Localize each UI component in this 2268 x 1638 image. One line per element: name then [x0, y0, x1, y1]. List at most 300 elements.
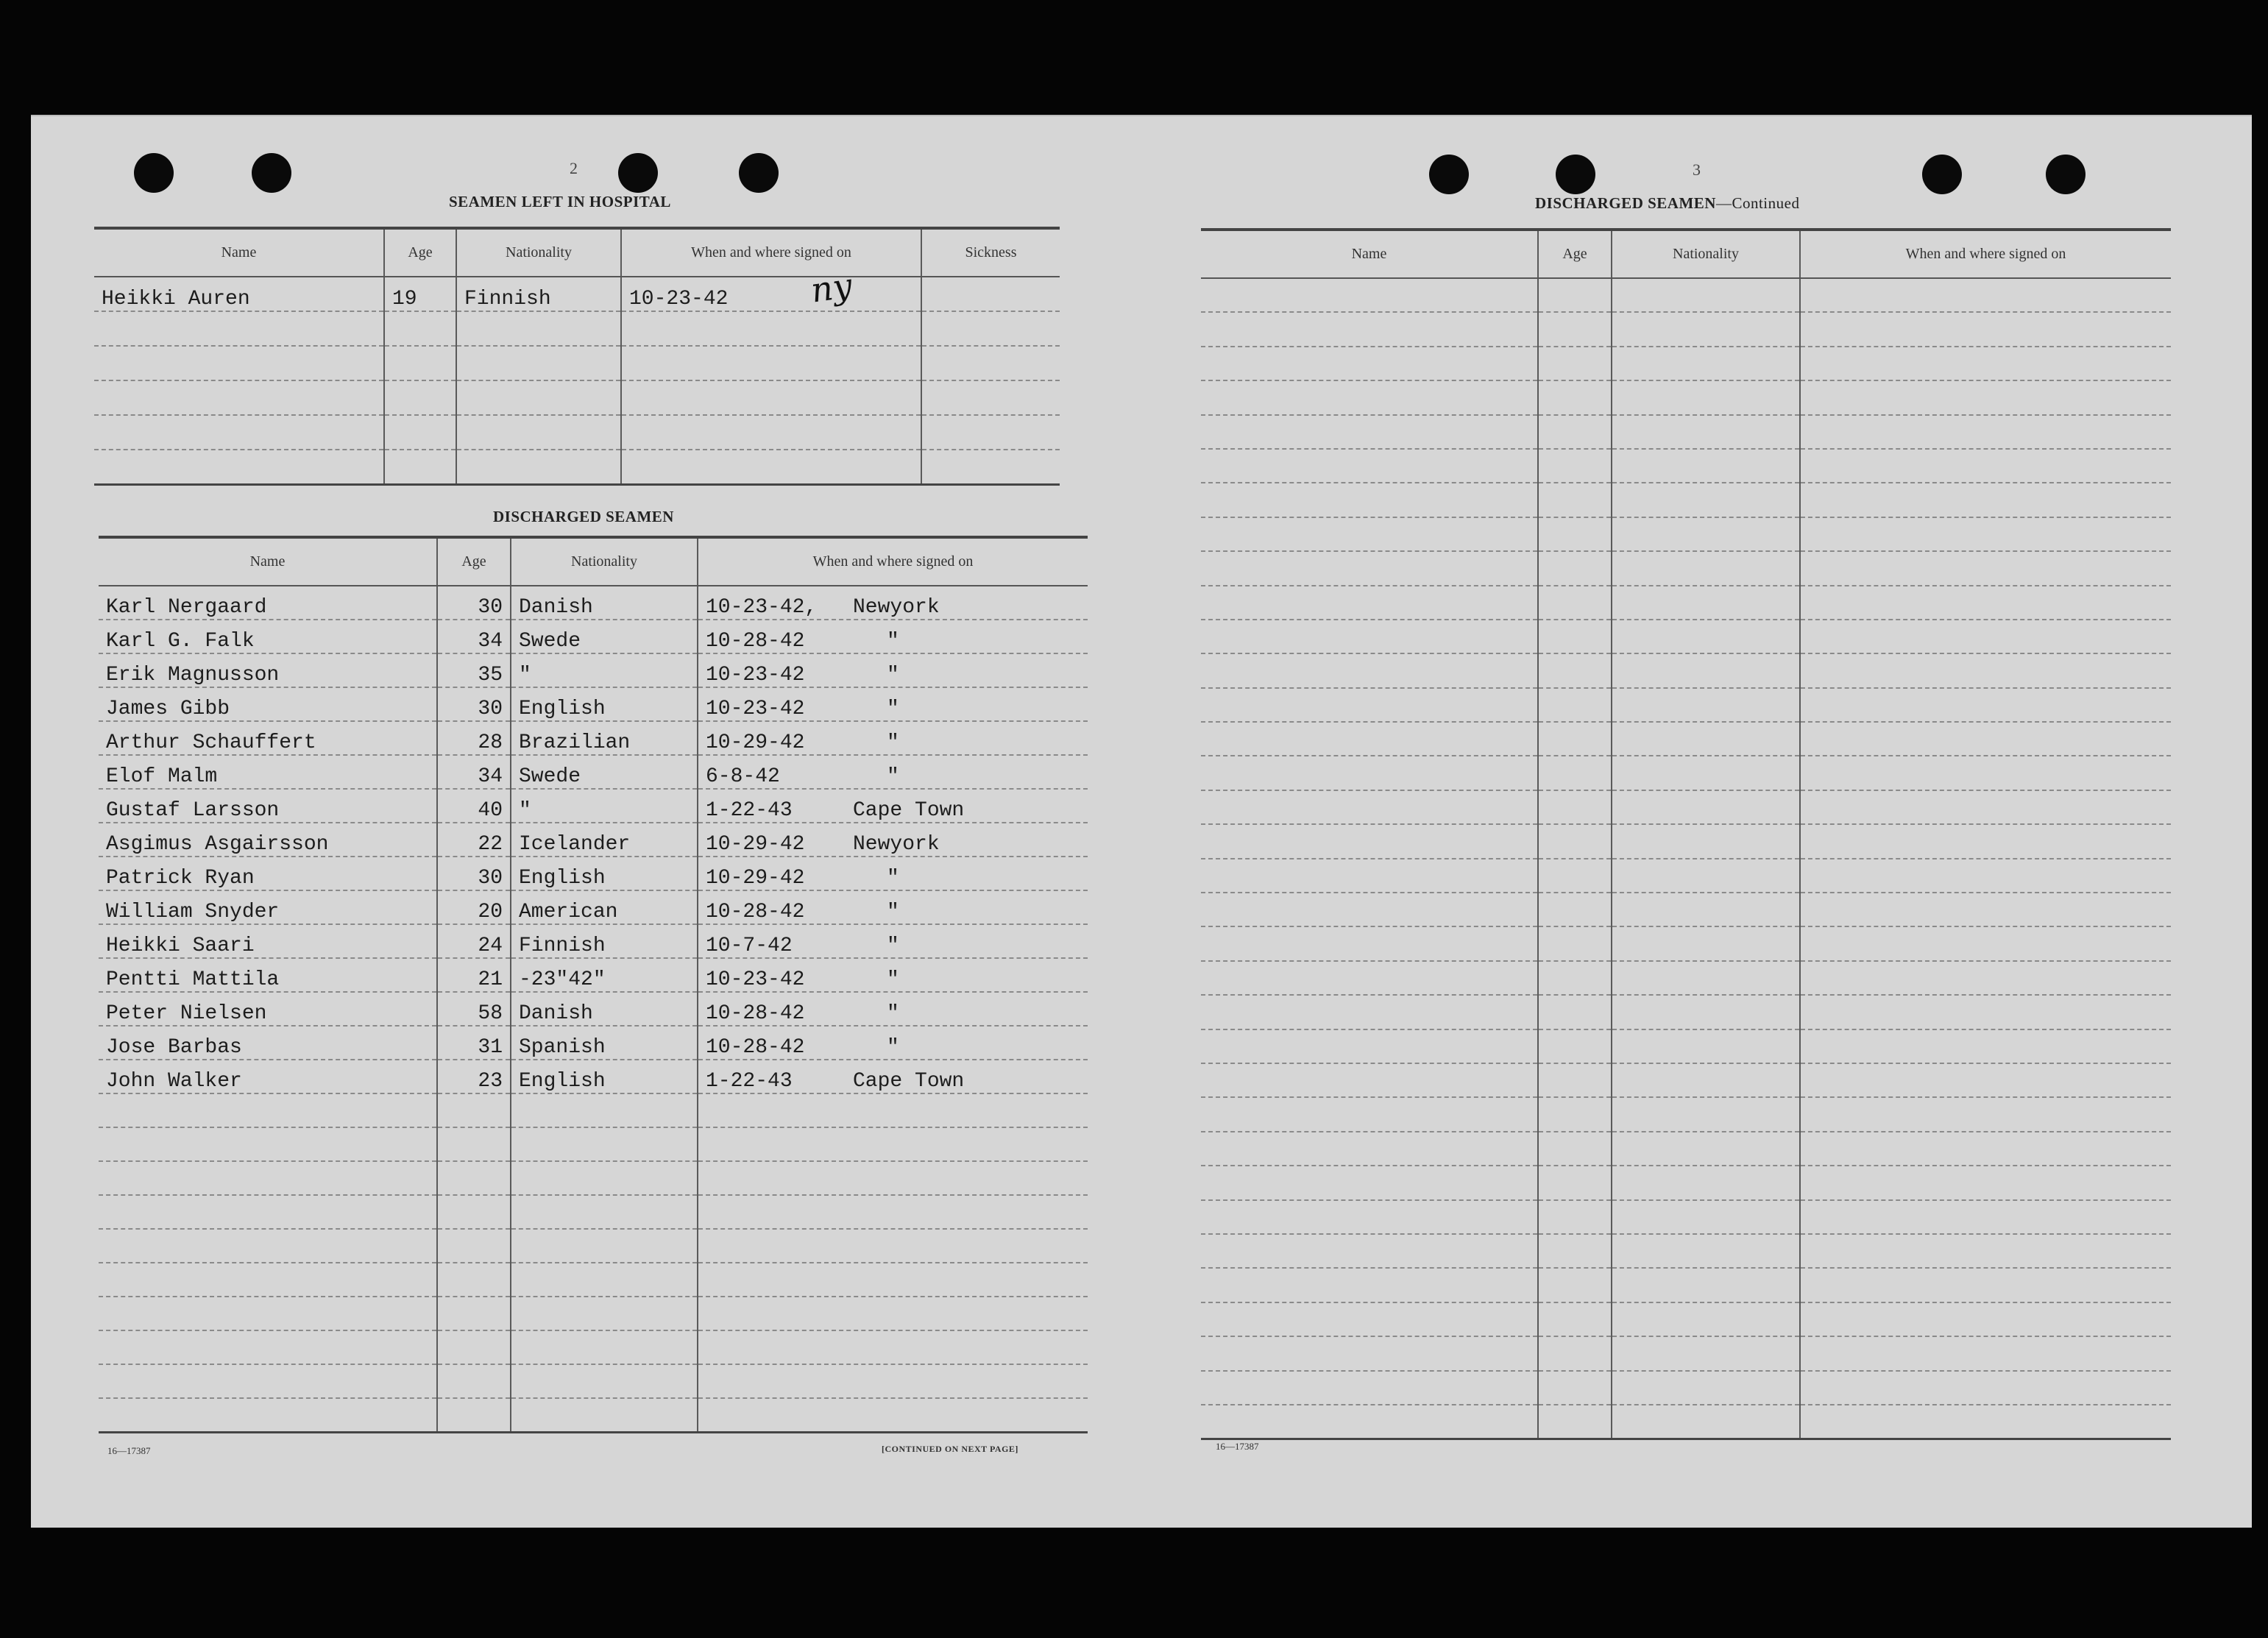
table-row — [1201, 620, 2171, 653]
table-cell — [1800, 278, 2171, 312]
table-row — [1201, 824, 2171, 858]
table-row — [1201, 1132, 2171, 1166]
table-cell: Heikki Auren — [94, 277, 384, 311]
table-cell — [1612, 1336, 1800, 1370]
signed-place — [846, 1307, 853, 1330]
table-cell — [1201, 380, 1538, 414]
table-cell — [1538, 893, 1612, 926]
table-row — [94, 450, 1060, 484]
signed-place: " — [887, 867, 899, 890]
table-cell — [456, 380, 621, 415]
table-row — [99, 1364, 1088, 1398]
table-cell — [1538, 1029, 1612, 1063]
table-cell — [1612, 722, 1800, 756]
table-cell — [698, 1195, 1088, 1229]
table-cell — [1201, 586, 1538, 620]
table-cell — [437, 1398, 511, 1432]
table-cell — [99, 1364, 437, 1398]
table-cell — [1201, 1234, 1538, 1268]
signed-place: Cape Town — [853, 1070, 965, 1093]
table-cell — [1538, 1371, 1612, 1405]
table-cell — [1201, 620, 1538, 653]
table-cell: Elof Malm — [99, 755, 437, 789]
table-cell — [1201, 1405, 1538, 1439]
column-header: Nationality — [1612, 230, 1800, 278]
signed-date: 10-28-42 — [706, 630, 805, 653]
table-cell: Peter Nielsen — [99, 992, 437, 1026]
table-row — [1201, 653, 2171, 687]
table-cell — [698, 1127, 1088, 1161]
signed-date: 10-7-42 — [706, 935, 793, 957]
table-cell — [1612, 483, 1800, 517]
table-cell — [1538, 961, 1612, 995]
table-cell — [698, 755, 1088, 789]
table-cell — [1201, 824, 1538, 858]
table-cell — [1201, 756, 1538, 790]
column-header: Name — [1201, 230, 1538, 278]
table-cell — [1800, 1336, 2171, 1370]
table-cell — [1800, 1302, 2171, 1336]
table-cell — [1612, 926, 1800, 960]
table-cell — [456, 415, 621, 450]
table-cell — [1201, 517, 1538, 551]
table-cell — [511, 1330, 698, 1364]
table-row — [94, 380, 1060, 415]
table-cell — [99, 1297, 437, 1330]
table-cell — [1800, 1371, 2171, 1405]
table-cell — [1800, 995, 2171, 1029]
table-cell — [621, 311, 921, 346]
table-cell — [1612, 893, 1800, 926]
table-cell: Karl Nergaard — [99, 586, 437, 620]
table-cell — [1201, 688, 1538, 722]
signed-date: 1-22-43 — [706, 799, 793, 822]
table-cell — [1538, 995, 1612, 1029]
table-row — [1201, 961, 2171, 995]
table-cell — [1201, 312, 1538, 346]
table-cell — [1201, 926, 1538, 960]
discharged-section-title: DISCHARGED SEAMEN — [493, 508, 674, 525]
table-cell — [698, 1364, 1088, 1398]
table-cell — [1800, 824, 2171, 858]
column-header: Age — [437, 537, 511, 586]
table-cell: 19 — [384, 277, 456, 311]
table-row — [99, 1026, 1088, 1060]
table-cell — [1201, 551, 1538, 585]
table-cell: " — [511, 789, 698, 823]
table-cell — [511, 1297, 698, 1330]
table-cell — [1612, 1302, 1800, 1336]
table-row — [99, 992, 1088, 1026]
signed-place: Newyork — [853, 833, 940, 856]
punch-hole — [1556, 155, 1595, 194]
table-row — [1201, 517, 2171, 551]
table-cell: 30 — [437, 857, 511, 890]
table-cell — [437, 1229, 511, 1263]
column-header: When and where signed on — [621, 228, 921, 277]
table-row — [1201, 380, 2171, 414]
table-cell — [1538, 756, 1612, 790]
table-row — [1201, 1268, 2171, 1302]
table-row — [99, 687, 1088, 721]
table-cell — [1612, 1029, 1800, 1063]
table-cell — [621, 380, 921, 415]
table-cell — [1800, 1166, 2171, 1199]
table-cell — [1800, 312, 2171, 346]
table-cell — [1538, 312, 1612, 346]
table-cell — [1612, 1371, 1800, 1405]
page-number: 2 — [570, 159, 578, 177]
table-cell: -23"42" — [511, 958, 698, 992]
signed-date: 10-28-42 — [706, 1002, 805, 1025]
table-cell — [94, 311, 384, 346]
table-cell — [698, 1093, 1088, 1127]
table-cell — [698, 890, 1088, 924]
table-cell — [384, 346, 456, 380]
signed-place: " — [887, 901, 899, 923]
table-row — [1201, 688, 2171, 722]
table-cell — [1538, 824, 1612, 858]
punch-hole — [134, 153, 174, 193]
hospital-section-title: SEAMEN LEFT IN HOSPITAL — [449, 193, 671, 210]
table-cell — [1538, 790, 1612, 824]
table-cell — [1612, 1132, 1800, 1166]
right-page — [1135, 116, 2252, 1528]
handwritten-note: ny — [808, 265, 855, 311]
table-cell — [384, 311, 456, 346]
signed-place — [846, 1171, 853, 1194]
table-row — [99, 586, 1088, 620]
signed-place — [846, 1273, 853, 1296]
left-page — [31, 116, 1135, 1528]
table-cell: " — [511, 653, 698, 687]
signed-place: Newyork — [853, 596, 940, 619]
table-cell — [99, 1398, 437, 1432]
punch-hole — [618, 153, 658, 193]
table-cell — [921, 277, 1060, 311]
table-cell — [1800, 449, 2171, 483]
table-cell — [1800, 380, 2171, 414]
title-continued: —Continued — [1715, 194, 1800, 212]
table-cell — [698, 1026, 1088, 1060]
table-cell — [94, 380, 384, 415]
table-cell — [1612, 1166, 1800, 1199]
table-cell — [1800, 893, 2171, 926]
table-cell — [1201, 859, 1538, 893]
table-row — [1201, 1200, 2171, 1234]
table-cell — [1800, 653, 2171, 687]
table-row — [99, 1093, 1088, 1127]
signed-place — [846, 1205, 853, 1228]
table-cell — [1201, 893, 1538, 926]
signed-date: 10-29-42 — [706, 867, 805, 890]
discharged-continued-title — [1535, 194, 1799, 213]
table-cell — [1201, 1132, 1538, 1166]
table-row — [99, 1398, 1088, 1432]
signed-date: 10-23-42, — [706, 596, 818, 619]
table-cell — [1201, 961, 1538, 995]
table-cell — [698, 653, 1088, 687]
table-cell — [1538, 1405, 1612, 1439]
table-cell — [1201, 1268, 1538, 1302]
column-header: Sickness — [921, 228, 1060, 277]
table-cell — [698, 1297, 1088, 1330]
table-cell — [1612, 1405, 1800, 1439]
document-sheet — [31, 115, 2252, 1528]
column-header: Name — [99, 537, 437, 586]
table-cell — [1800, 620, 2171, 653]
table-cell — [437, 1263, 511, 1297]
table-cell — [1800, 1268, 2171, 1302]
table-cell — [99, 1263, 437, 1297]
table-cell: Erik Magnusson — [99, 653, 437, 687]
column-header: Age — [384, 228, 456, 277]
table-row — [1201, 1063, 2171, 1097]
table-cell — [1612, 415, 1800, 449]
table-cell — [1800, 1063, 2171, 1097]
table-row — [94, 277, 1060, 311]
table-cell — [1538, 722, 1612, 756]
table-cell — [1201, 278, 1538, 312]
table-cell: Brazilian — [511, 721, 698, 755]
signed-place: Cape Town — [853, 799, 965, 822]
table-cell: 34 — [437, 620, 511, 653]
table-cell — [698, 1229, 1088, 1263]
punch-hole — [2046, 155, 2086, 194]
table-cell — [1612, 312, 1800, 346]
table-cell: Finnish — [511, 924, 698, 958]
table-cell — [1612, 824, 1800, 858]
table-cell: 21 — [437, 958, 511, 992]
table-cell — [384, 450, 456, 484]
table-cell — [1201, 722, 1538, 756]
table-cell — [698, 1330, 1088, 1364]
table-cell — [1800, 1405, 2171, 1439]
table-cell — [921, 380, 1060, 415]
table-row — [99, 620, 1088, 653]
column-header: When and where signed on — [698, 537, 1088, 586]
table-cell: American — [511, 890, 698, 924]
table-cell — [1612, 278, 1800, 312]
table-row — [1201, 1234, 2171, 1268]
table-cell — [1538, 1097, 1612, 1131]
signed-place: " — [887, 935, 899, 957]
table-cell — [511, 1229, 698, 1263]
table-cell — [1201, 1200, 1538, 1234]
signed-place: " — [887, 968, 899, 991]
column-header: Age — [1538, 230, 1612, 278]
table-cell — [1612, 380, 1800, 414]
signed-place: " — [887, 630, 899, 653]
table-cell: 20 — [437, 890, 511, 924]
table-cell — [1612, 653, 1800, 687]
table-cell — [698, 687, 1088, 721]
table-cell — [1538, 517, 1612, 551]
table-row — [1201, 586, 2171, 620]
table-cell — [1612, 551, 1800, 585]
table-cell — [1800, 1097, 2171, 1131]
signed-date: 10-23-42 — [706, 664, 805, 687]
table-cell — [384, 380, 456, 415]
table-row — [1201, 1371, 2171, 1405]
table-cell: Karl G. Falk — [99, 620, 437, 653]
table-row — [99, 1127, 1088, 1161]
table-row — [99, 823, 1088, 857]
table-cell — [1538, 449, 1612, 483]
table-cell: Pentti Mattila — [99, 958, 437, 992]
signed-place — [846, 1138, 853, 1160]
table-cell — [1538, 859, 1612, 893]
table-cell — [1201, 1029, 1538, 1063]
table-cell — [1800, 483, 2171, 517]
table-cell — [437, 1093, 511, 1127]
table-cell — [1800, 586, 2171, 620]
table-row — [1201, 756, 2171, 790]
table-cell: Heikki Saari — [99, 924, 437, 958]
table-cell — [1612, 517, 1800, 551]
table-cell: Danish — [511, 586, 698, 620]
table-cell — [1538, 347, 1612, 380]
table-cell: English — [511, 857, 698, 890]
table-cell — [1538, 926, 1612, 960]
table-row — [99, 890, 1088, 924]
table-cell — [1612, 859, 1800, 893]
table-cell — [1612, 961, 1800, 995]
table-cell — [99, 1195, 437, 1229]
signed-date: 10-28-42 — [706, 1036, 805, 1059]
table-cell — [94, 346, 384, 380]
title-main: DISCHARGED SEAMEN — [1535, 194, 1716, 212]
table-row — [1201, 995, 2171, 1029]
table-row — [99, 1330, 1088, 1364]
table-row — [1201, 1302, 2171, 1336]
table-cell — [437, 1161, 511, 1195]
table-cell — [1800, 1234, 2171, 1268]
table-row — [1201, 278, 2171, 312]
table-cell: 28 — [437, 721, 511, 755]
table-cell — [511, 1127, 698, 1161]
table-cell — [1201, 1063, 1538, 1097]
table-row — [1201, 1029, 2171, 1063]
signed-place: " — [887, 698, 899, 720]
table-cell — [698, 924, 1088, 958]
table-cell — [1538, 586, 1612, 620]
table-row — [1201, 1405, 2171, 1439]
signed-place: " — [887, 1036, 899, 1059]
hospital-table — [94, 227, 1060, 486]
table-cell — [1612, 790, 1800, 824]
table-row — [99, 653, 1088, 687]
table-cell: John Walker — [99, 1060, 437, 1093]
table-row — [1201, 1336, 2171, 1370]
signed-place: " — [887, 731, 899, 754]
table-cell — [1800, 347, 2171, 380]
table-cell — [1800, 722, 2171, 756]
table-row — [99, 789, 1088, 823]
table-cell — [1538, 1302, 1612, 1336]
table-row — [99, 924, 1088, 958]
signed-place: " — [887, 765, 899, 788]
table-cell — [1612, 1234, 1800, 1268]
table-cell — [437, 1127, 511, 1161]
table-cell: 10-23-42 — [621, 277, 921, 311]
table-cell — [698, 1263, 1088, 1297]
table-cell — [511, 1161, 698, 1195]
table-row — [94, 311, 1060, 346]
punch-hole — [739, 153, 779, 193]
table-cell — [1800, 415, 2171, 449]
table-cell — [1538, 1234, 1612, 1268]
table-cell — [1612, 1268, 1800, 1302]
table-cell — [1612, 1200, 1800, 1234]
table-cell — [1800, 1132, 2171, 1166]
punch-hole — [252, 153, 291, 193]
table-cell — [99, 1161, 437, 1195]
table-cell — [698, 958, 1088, 992]
table-cell — [698, 992, 1088, 1026]
table-cell — [1201, 653, 1538, 687]
table-cell — [1612, 620, 1800, 653]
signed-place — [846, 1375, 853, 1397]
column-header: Nationality — [511, 537, 698, 586]
table-cell — [698, 823, 1088, 857]
table-cell — [1538, 1166, 1612, 1199]
table-row — [99, 721, 1088, 755]
table-cell: Finnish — [456, 277, 621, 311]
table-cell — [698, 620, 1088, 653]
table-row — [99, 1263, 1088, 1297]
table-cell — [1538, 620, 1612, 653]
table-cell: Spanish — [511, 1026, 698, 1060]
signed-place — [846, 1341, 853, 1364]
signed-place — [846, 1239, 853, 1262]
table-cell — [511, 1263, 698, 1297]
table-cell: English — [511, 687, 698, 721]
table-cell: James Gibb — [99, 687, 437, 721]
table-cell: Arthur Schauffert — [99, 721, 437, 755]
table-row — [1201, 893, 2171, 926]
table-cell: Jose Barbas — [99, 1026, 437, 1060]
table-cell: Icelander — [511, 823, 698, 857]
table-cell — [1800, 961, 2171, 995]
table-cell — [456, 311, 621, 346]
table-cell — [1538, 278, 1612, 312]
table-cell — [437, 1195, 511, 1229]
table-cell — [1800, 859, 2171, 893]
table-row — [1201, 859, 2171, 893]
table-cell — [1201, 790, 1538, 824]
table-cell — [437, 1330, 511, 1364]
table-cell — [1612, 1063, 1800, 1097]
table-cell: 35 — [437, 653, 511, 687]
table-cell — [1612, 1097, 1800, 1131]
table-cell — [511, 1364, 698, 1398]
table-cell — [1201, 1302, 1538, 1336]
table-cell — [621, 346, 921, 380]
table-row — [99, 755, 1088, 789]
table-row — [1201, 449, 2171, 483]
table-cell — [99, 1229, 437, 1263]
table-cell — [1201, 449, 1538, 483]
table-row — [94, 415, 1060, 450]
column-header: Nationality — [456, 228, 621, 277]
punch-hole — [1429, 155, 1469, 194]
table-row — [1201, 926, 2171, 960]
table-cell — [1800, 517, 2171, 551]
punch-hole — [1922, 155, 1962, 194]
table-cell: 31 — [437, 1026, 511, 1060]
table-row — [1201, 1166, 2171, 1199]
